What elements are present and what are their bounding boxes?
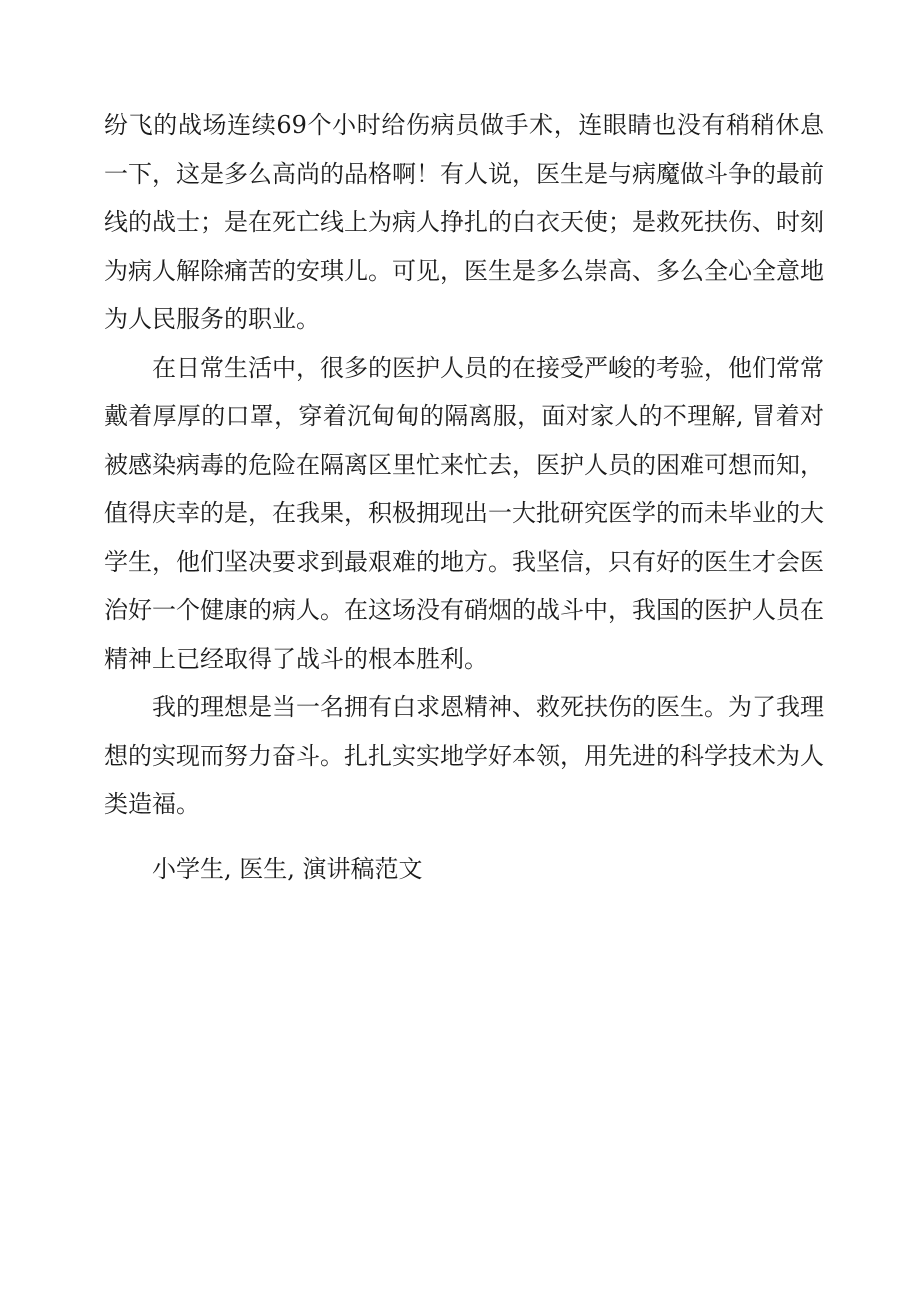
document-tags: 小学生, 医生, 演讲稿范文: [152, 854, 423, 883]
paragraph-2: 在日常生活中，很多的医护人员的在接受严峻的考验，他们常常戴着厚厚的口罩，穿着沉甸甸的隔离服，面对家人的不理解, 冒着对被感染病毒的危险在隔离区里忙来忙去，医护人员的困难可想而知，值得庆幸的是，在我果，积极拥现出一大批研究医学的而未毕业的大学生，他们坚决要求到最艰难的地方。我坚信，只有好的医生才会医治好一个健康的病人。在这场没有硝烟的战斗中，我国的医护人员在精神上已经取得了战斗的根本胜利。: [104, 353, 824, 673]
paragraph-1: 纷飞的战场连续69个小时给伤病员做手术，连眼睛也没有稍稍休息一下，这是多么高尚的品格啊！有人说，医生是与病魔做斗争的最前线的战士；是在死亡线上为病人挣扎的白衣天使；是救死扶伤、时刻为病人解除痛苦的安琪儿。可见，医生是多么崇高、多么全心全意地为人民服务的职业。: [104, 111, 824, 333]
document-body: [104, 101, 824, 893]
paragraph-3: 我的理想是当一名拥有白求恩精神、救死扶伤的医生。为了我理想的实现而努力奋斗。扎扎实实地学好本领，用先进的科学技术为人类造福。: [104, 693, 824, 818]
